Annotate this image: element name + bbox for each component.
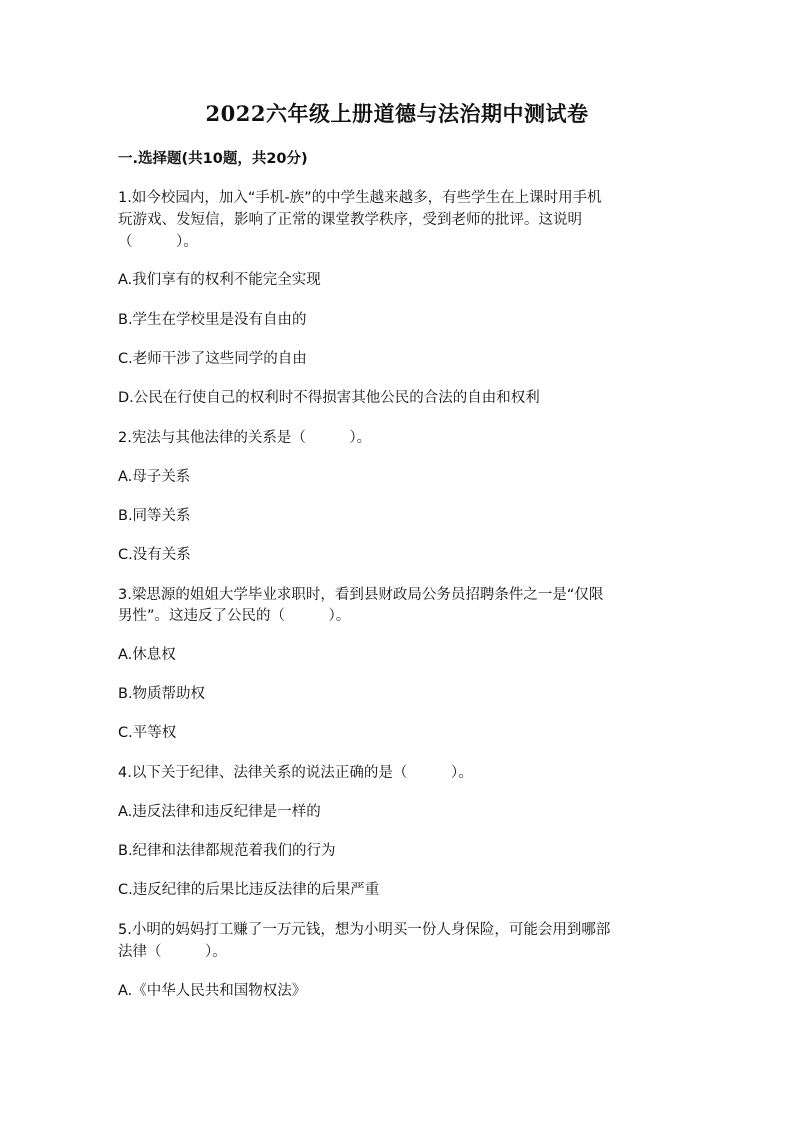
question-4-line-1: 4.以下关于纪律、法律关系的说法正确的是（ ）。 (118, 765, 473, 781)
question-4-option-c: C.违反纪律的后果比违反法律的后果严重 (118, 882, 380, 898)
question-1-line-2: 玩游戏、发短信，影响了正常的课堂教学秩序，受到老师的批评。这说明 (118, 212, 582, 228)
question-3-line-1: 3.梁思源的姐姐大学毕业求职时，看到县财政局公务员招聘条件之一是“仅限 (118, 587, 604, 603)
question-2-option-c: C.没有关系 (118, 547, 191, 563)
question-1-option-d: D.公民在行使自己的权利时不得损害其他公民的合法的自由和权利 (118, 390, 540, 406)
question-1-line-1: 1.如今校园内，加入“手机-族”的中学生越来越多，有些学生在上课时用手机 (118, 190, 602, 206)
question-5-line-2: 法律（ ）。 (118, 944, 227, 960)
question-5-option-a: A.《中华人民共和国物权法》 (118, 983, 307, 999)
question-1-line-3: （ ）。 (118, 234, 198, 250)
question-4-option-b: B.纪律和法律都规范着我们的行为 (118, 843, 336, 859)
question-3-line-2: 男性”。这违反了公民的（ ）。 (118, 608, 351, 624)
question-4-option-a: A.违反法律和违反纪律是一样的 (118, 804, 321, 820)
section-heading: 一.选择题(共10题，共20分) (118, 151, 308, 167)
question-1-option-c: C.老师干涉了这些同学的自由 (118, 351, 307, 367)
question-3-option-a: A.休息权 (118, 647, 176, 663)
question-1-option-b: B.学生在学校里是没有自由的 (118, 312, 307, 328)
question-2-line-1: 2.宪法与其他法律的关系是（ ）。 (118, 430, 372, 446)
question-3-option-b: B.物质帮助权 (118, 686, 206, 702)
question-3-option-c: C.平等权 (118, 725, 177, 741)
question-2-option-a: A.母子关系 (118, 469, 191, 485)
page-title: 2022六年级上册道德与法治期中测试卷 (205, 101, 589, 126)
question-5-line-1: 5.小明的妈妈打工赚了一万元钱，想为小明买一份人身保险，可能会用到哪部 (118, 922, 611, 938)
question-1-option-a: A.我们享有的权利不能完全实现 (118, 272, 321, 288)
question-2-option-b: B.同等关系 (118, 508, 191, 524)
